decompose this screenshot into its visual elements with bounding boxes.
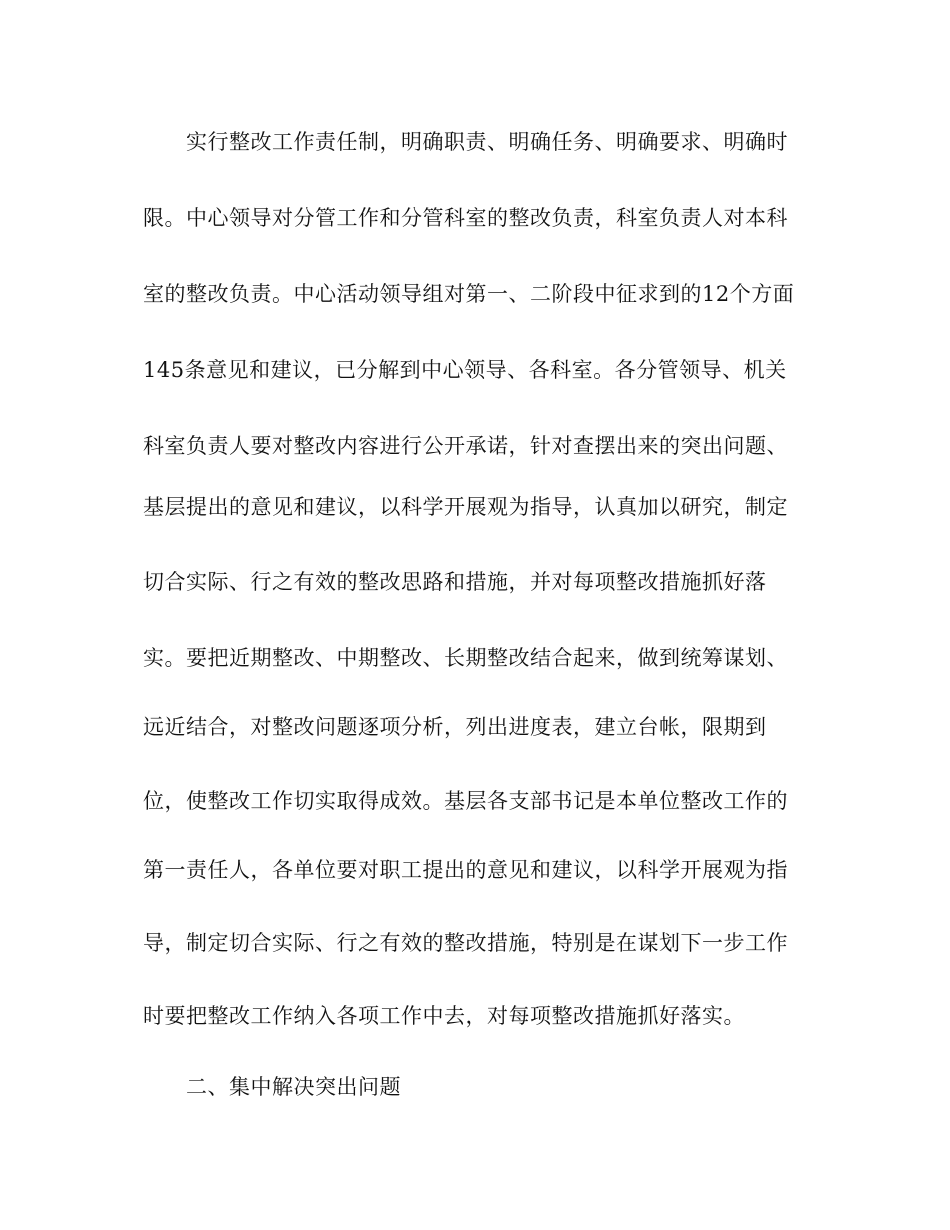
paragraph-line-4: 145条意见和建议，已分解到中心领导、各科室。各分管领导、机关 [143,358,787,382]
paragraph-line-12: 导，制定切合实际、行之有效的整改措施，特别是在谋划下一步工作 [143,931,788,955]
paragraph-line-13: 时要把整改工作纳入各项工作中去，对每项整改措施抓好落实。 [143,1004,745,1028]
paragraph-line-1: 实行整改工作责任制，明确职责、明确任务、明确要求、明确时 [186,130,788,154]
paragraph-line-5: 科室负责人要对整改内容进行公开承诺，针对查摆出来的突出问题、 [143,434,788,458]
paragraph-line-8: 实。要把近期整改、中期整改、长期整改结合起来，做到统筹谋划、 [143,646,788,670]
paragraph-line-2: 限。中心领导对分管工作和分管科室的整改负责，科室负责人对本科 [143,206,788,230]
paragraph-line-3: 室的整改负责。中心活动领导组对第一、二阶段中征求到的12个方面 [143,282,795,306]
paragraph-line-9: 远近结合，对整改问题逐项分析，列出进度表，建立台帐，限期到 [143,715,767,739]
paragraph-line-11: 第一责任人，各单位要对职工提出的意见和建议，以科学开展观为指 [143,858,788,882]
paragraph-line-7: 切合实际、行之有效的整改思路和措施，并对每项整改措施抓好落 [143,570,767,594]
paragraph-line-6: 基层提出的意见和建议，以科学开展观为指导，认真加以研究，制定 [143,495,788,519]
section-heading: 二、集中解决突出问题 [186,1075,401,1099]
paragraph-line-10: 位，使整改工作切实取得成效。基层各支部书记是本单位整改工作的 [143,789,788,813]
